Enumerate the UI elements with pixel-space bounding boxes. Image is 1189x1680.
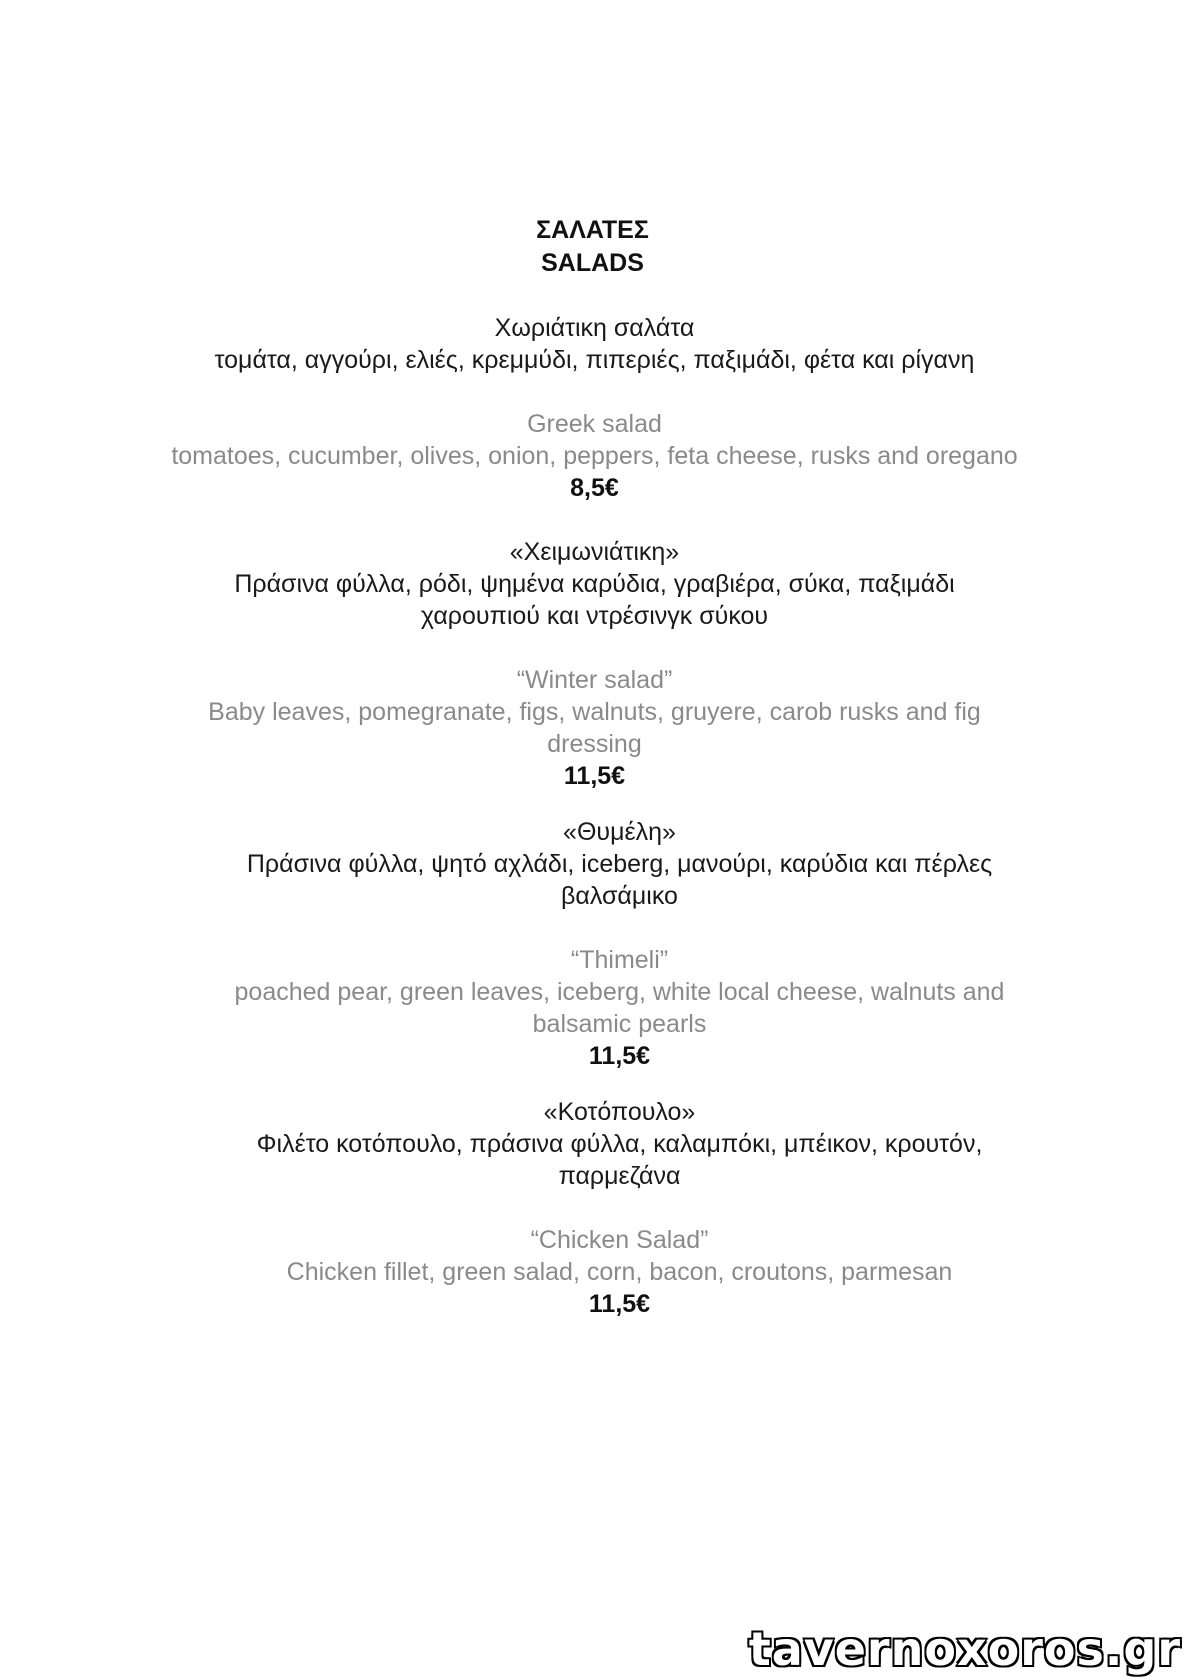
item-1-desc-english-line-1: tomatoes, cucumber, olives, onion, peppers, feta cheese, rusks and oregano bbox=[171, 442, 1018, 470]
item-4-name-english: “Chicken Salad” bbox=[530, 1226, 709, 1254]
menu-title-english-text: SALADS bbox=[541, 249, 644, 277]
menu-title-greek bbox=[0, 213, 1189, 247]
item-2-desc-greek-line-1: Πράσινα φύλλα, ρόδι, ψημένα καρύδια, γραβιέρα, σύκα, παξιμάδι bbox=[234, 570, 955, 598]
item-4-desc-english-line-1: Chicken fillet, green salad, corn, bacon, croutons, parmesan bbox=[286, 1258, 953, 1286]
item-1-name-greek: Χωριάτικη σαλάτα bbox=[494, 314, 695, 342]
item-2-desc-greek-line-2: χαρουπιού και ντρέσινγκ σύκου bbox=[420, 602, 769, 630]
item-2-desc-english-line-1: Baby leaves, pomegranate, figs, walnuts, gruyere, carob rusks and fig bbox=[208, 698, 981, 726]
item-2-name-greek: «Χειμωνιάτικη» bbox=[509, 538, 680, 566]
item-3-desc-greek-line-2: βαλσάμικο bbox=[561, 882, 678, 910]
site-watermark: tavernoxoros.gr bbox=[748, 1622, 1181, 1676]
menu-title-greek-text: ΣΑΛΑΤΕΣ bbox=[536, 216, 649, 244]
item-4-desc-greek-line-1: Φιλέτο κοτόπουλο, πράσινα φύλλα, καλαμπόκι, μπέικον, κρουτόν, bbox=[256, 1130, 983, 1158]
item-3-desc-english-line-1: poached pear, green leaves, iceberg, white local cheese, walnuts and bbox=[234, 978, 1005, 1006]
item-2-price: 11,5€ bbox=[563, 762, 626, 790]
item-4-desc-greek-line-2: παρμεζάνα bbox=[558, 1162, 681, 1190]
item-3-name-greek: «Θυμέλη» bbox=[563, 818, 676, 846]
item-4-price: 11,5€ bbox=[588, 1290, 651, 1318]
item-3-desc-english-line-2: balsamic pearls bbox=[532, 1010, 707, 1038]
item-3-price: 11,5€ bbox=[588, 1042, 651, 1070]
item-1-price: 8,5€ bbox=[570, 474, 619, 502]
item-1-desc-greek-line-1: τομάτα, αγγούρι, ελιές, κρεμμύδι, πιπεριές, παξιμάδι, φέτα και ρίγανη bbox=[214, 346, 975, 374]
item-2-desc-english-line-2: dressing bbox=[547, 730, 642, 758]
item-4-name-greek: «Κοτόπουλο» bbox=[543, 1098, 696, 1126]
item-3-desc-greek-line-1: Πράσινα φύλλα, ψητό αχλάδι, iceberg, μανούρι, καρύδια και πέρλες bbox=[246, 850, 993, 878]
item-1-name-english: Greek salad bbox=[527, 410, 662, 438]
menu-title-english bbox=[0, 246, 1189, 280]
item-2-name-english: “Winter salad” bbox=[516, 666, 673, 694]
item-3-name-english: “Thimeli” bbox=[570, 946, 669, 974]
